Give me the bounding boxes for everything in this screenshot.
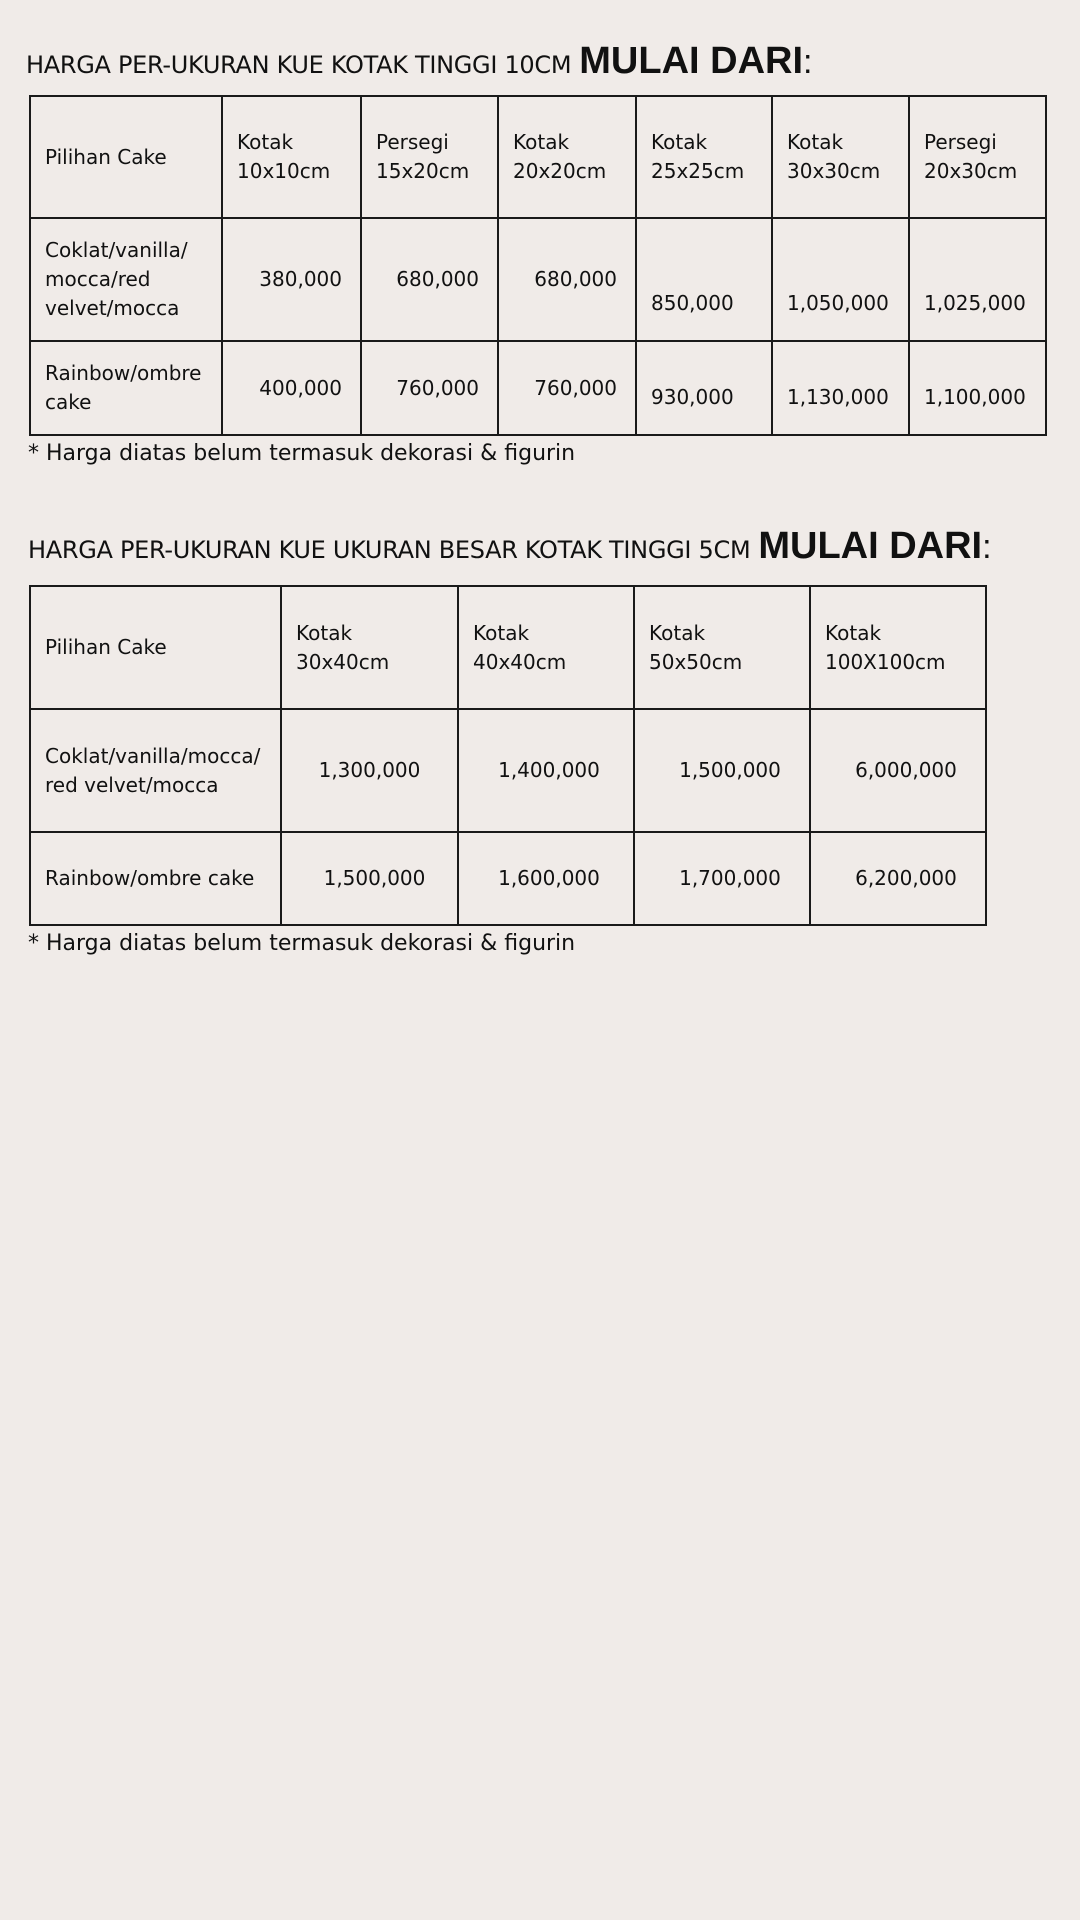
size-line2: 30x40cm: [296, 649, 390, 674]
size-line1: Kotak: [296, 620, 353, 645]
price-table-10cm: [29, 95, 1047, 436]
size-line2: 20x30cm: [924, 159, 1018, 183]
size-line1: Kotak: [651, 130, 708, 154]
price-cell: 1,025,000: [909, 218, 1046, 341]
header-label: Pilihan Cake: [45, 144, 167, 169]
header-cell-size: [772, 96, 909, 218]
row-label-line: red velvet/mocca: [45, 772, 219, 797]
row-label-line: Coklat/vanilla/mocca/: [45, 743, 261, 768]
size-line2: 25x25cm: [651, 159, 745, 183]
header-cell-pilihan-cake: [30, 586, 281, 709]
price-cell: 930,000: [636, 341, 772, 435]
table-header-row: [30, 96, 1046, 218]
size-line2: 100X100cm: [825, 649, 946, 674]
price-cell: 1,500,000: [281, 832, 458, 925]
size-line2: 15x20cm: [376, 159, 470, 183]
table1-heading-emphasis: MULAI DARI: [579, 40, 804, 82]
size-line1: Kotak: [787, 130, 844, 154]
price-cell: 1,700,000: [634, 832, 810, 925]
table2-footnote: * Harga diatas belum termasuk dekorasi & figurin: [28, 931, 576, 956]
row-label-cell: [30, 218, 222, 341]
price-cell: 1,400,000: [458, 709, 634, 832]
price-cell: 400,000: [222, 341, 361, 435]
row-label-line: Coklat/vanilla/: [45, 238, 188, 262]
size-line2: 10x10cm: [237, 159, 331, 183]
row-label-cell: [30, 709, 281, 832]
row-label-cell: [30, 341, 222, 435]
table1-heading: [26, 42, 812, 80]
price-cell: 1,300,000: [281, 709, 458, 832]
row-label-cell: [30, 832, 281, 925]
size-line1: Kotak: [825, 620, 882, 645]
header-label: Pilihan Cake: [45, 635, 167, 659]
price-cell: 850,000: [636, 218, 772, 341]
price-cell: 380,000: [222, 218, 361, 341]
price-cell: 760,000: [498, 341, 636, 435]
price-cell: 1,100,000: [909, 341, 1046, 435]
price-cell: 680,000: [361, 218, 498, 341]
table1-heading-main: HARGA PER-UKURAN KUE KOTAK TINGGI 10CM: [26, 51, 572, 79]
price-cell: 760,000: [361, 341, 498, 435]
header-cell-size: [636, 96, 772, 218]
row-label-line: Rainbow/ombre cake: [45, 866, 255, 890]
header-cell-size: [498, 96, 636, 218]
header-cell-size: [810, 586, 986, 709]
size-line1: Kotak: [513, 130, 570, 154]
price-cell: 1,050,000: [772, 218, 909, 341]
price-cell: 1,600,000: [458, 832, 634, 925]
table-row: [30, 832, 986, 925]
table2-heading: [28, 527, 992, 565]
header-cell-pilihan-cake: [30, 96, 222, 218]
row-label-line: Rainbow/ombre: [45, 361, 202, 385]
header-cell-size: [361, 96, 498, 218]
price-cell: 1,500,000: [634, 709, 810, 832]
table-row: [30, 218, 1046, 341]
size-line1: Persegi: [924, 130, 997, 154]
table1-heading-colon: :: [803, 43, 813, 81]
size-line1: Kotak: [237, 130, 294, 154]
size-line1: Persegi: [376, 130, 449, 154]
row-label-line: mocca/red: [45, 267, 151, 291]
price-cell: 1,130,000: [772, 341, 909, 435]
row-label-line: cake: [45, 390, 92, 414]
table2-heading-main: HARGA PER-UKURAN KUE UKURAN BESAR KOTAK TINGGI 5CM: [28, 536, 751, 564]
row-label-line: velvet/mocca: [45, 296, 180, 320]
size-line2: 50x50cm: [649, 649, 743, 674]
header-cell-size: [222, 96, 361, 218]
size-line2: 40x40cm: [473, 649, 567, 674]
table-header-row: [30, 586, 986, 709]
size-line1: Kotak: [473, 620, 530, 645]
price-cell: 6,200,000: [810, 832, 986, 925]
table-row: [30, 709, 986, 832]
table1-footnote: * Harga diatas belum termasuk dekorasi & figurin: [28, 441, 576, 466]
price-table-5cm: [29, 585, 987, 926]
size-line1: Kotak: [649, 620, 706, 645]
table-row: [30, 341, 1046, 435]
table2-heading-emphasis: MULAI DARI: [758, 525, 983, 567]
header-cell-size: [634, 586, 810, 709]
price-cell: 6,000,000: [810, 709, 986, 832]
header-cell-size: [909, 96, 1046, 218]
size-line2: 30x30cm: [787, 159, 881, 183]
header-cell-size: [458, 586, 634, 709]
header-cell-size: [281, 586, 458, 709]
table2-heading-colon: :: [982, 528, 992, 566]
size-line2: 20x20cm: [513, 159, 607, 183]
price-cell: 680,000: [498, 218, 636, 341]
